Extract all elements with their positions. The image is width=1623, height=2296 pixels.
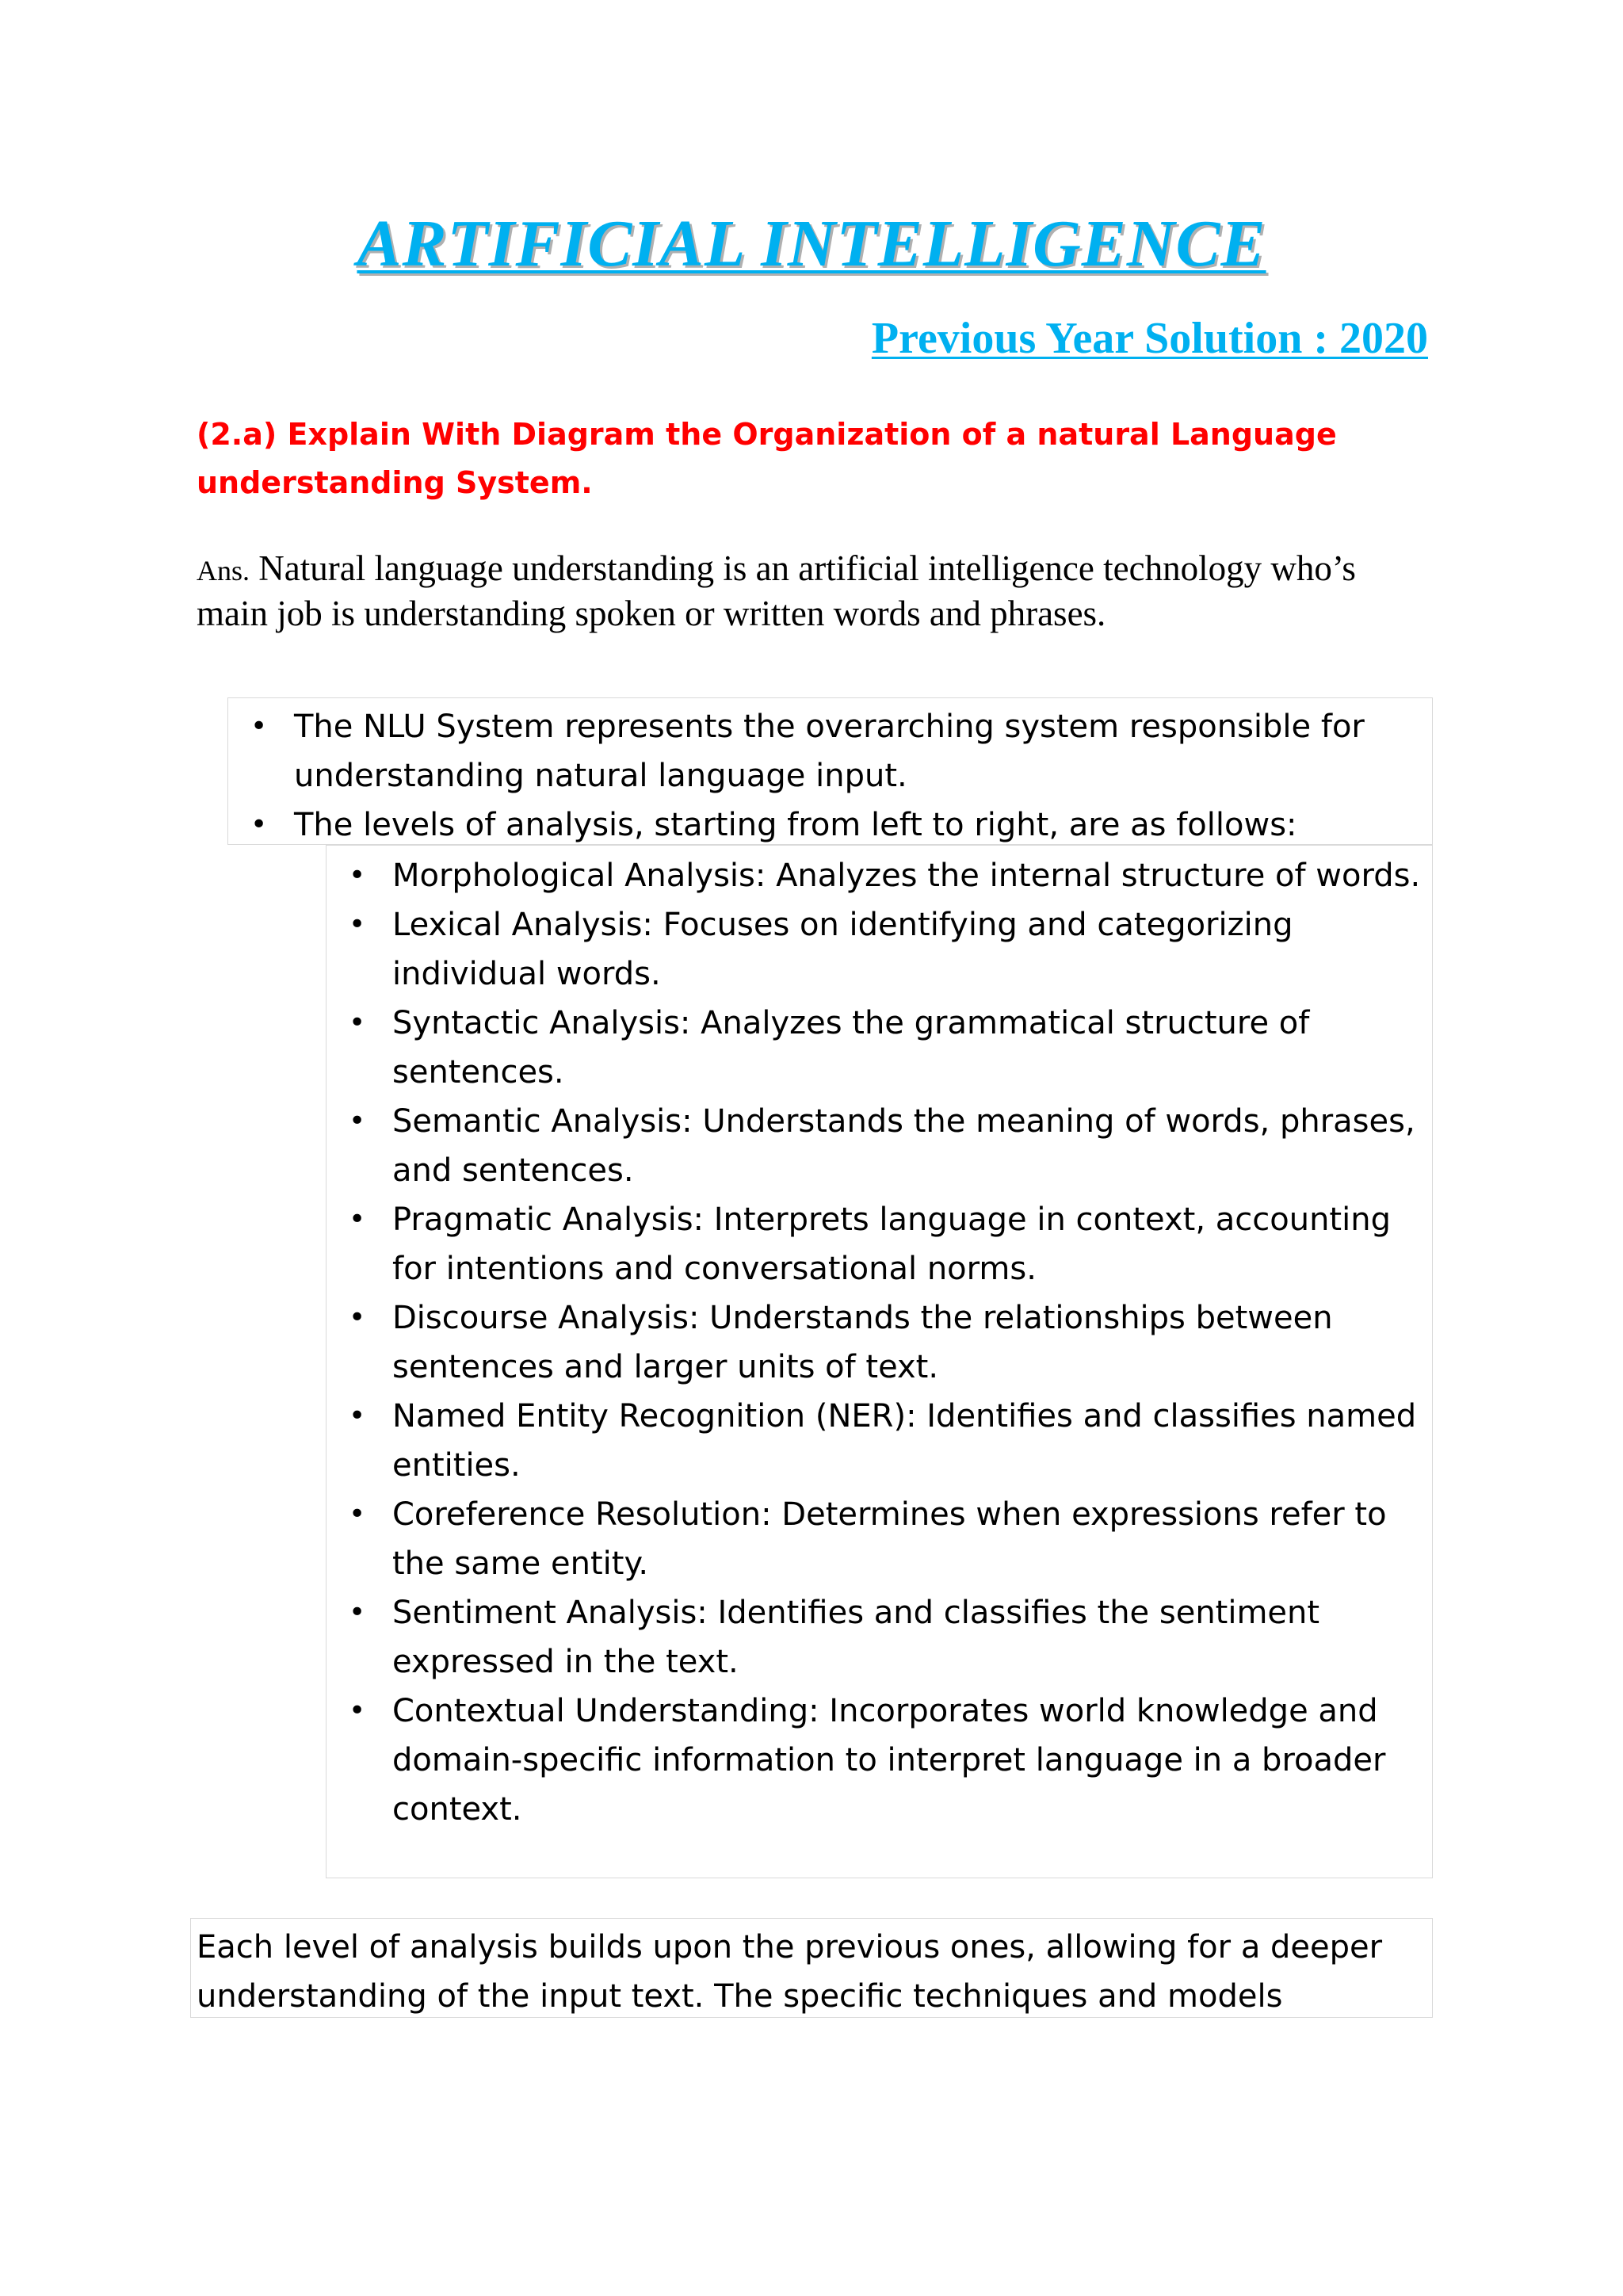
outer-bullet-list [233, 702, 1422, 850]
page-title: ARTIFICIAL INTELLIGENCE [357, 207, 1266, 281]
list-item: • The NLU System represents the overarching system responsible for understanding natural language input. [233, 702, 1422, 800]
answer-paragraph [197, 547, 1433, 635]
page-subtitle: Previous Year Solution : 2020 [871, 314, 1428, 363]
list-item: • Contextual Understanding: Incorporates world knowledge and domain-specific information to interpret language in a broader context. [331, 1687, 1429, 1834]
list-item: • Sentiment Analysis: Identifies and classifies the sentiment expressed in the text. [331, 1588, 1429, 1687]
answer-text: Natural language understanding is an artificial intelligence technology who’s main job is understanding spoken or written words and phrases. [197, 548, 1356, 633]
closing-paragraph: Each level of analysis builds upon the previous ones, allowing for a deeper understanding of the input text. The specific techniques and models [197, 1929, 1383, 2015]
list-item: • Pragmatic Analysis: Interprets language in context, accounting for intentions and conversational norms. [331, 1195, 1429, 1293]
list-item: • Morphological Analysis: Analyzes the internal structure of words. [331, 851, 1429, 900]
list-item: • Named Entity Recognition (NER): Identifies and classifies named entities. [331, 1392, 1429, 1490]
question-heading: (2.a) Explain With Diagram the Organization of a natural Language understanding System. [197, 417, 1337, 500]
list-item: • Semantic Analysis: Understands the meaning of words, phrases, and sentences. [331, 1097, 1429, 1195]
list-item: • The levels of analysis, starting from left to right, are as follows: [233, 800, 1422, 850]
list-item: • Syntactic Analysis: Analyzes the grammatical structure of sentences. [331, 999, 1429, 1097]
list-item: • Coreference Resolution: Determines when expressions refer to the same entity. [331, 1490, 1429, 1588]
answer-label: Ans. [197, 555, 250, 586]
list-item: • Lexical Analysis: Focuses on identifying and categorizing individual words. [331, 900, 1429, 999]
list-item: • Discourse Analysis: Understands the relationships between sentences and larger units of text. [331, 1293, 1429, 1392]
analysis-levels-list [331, 851, 1429, 1834]
